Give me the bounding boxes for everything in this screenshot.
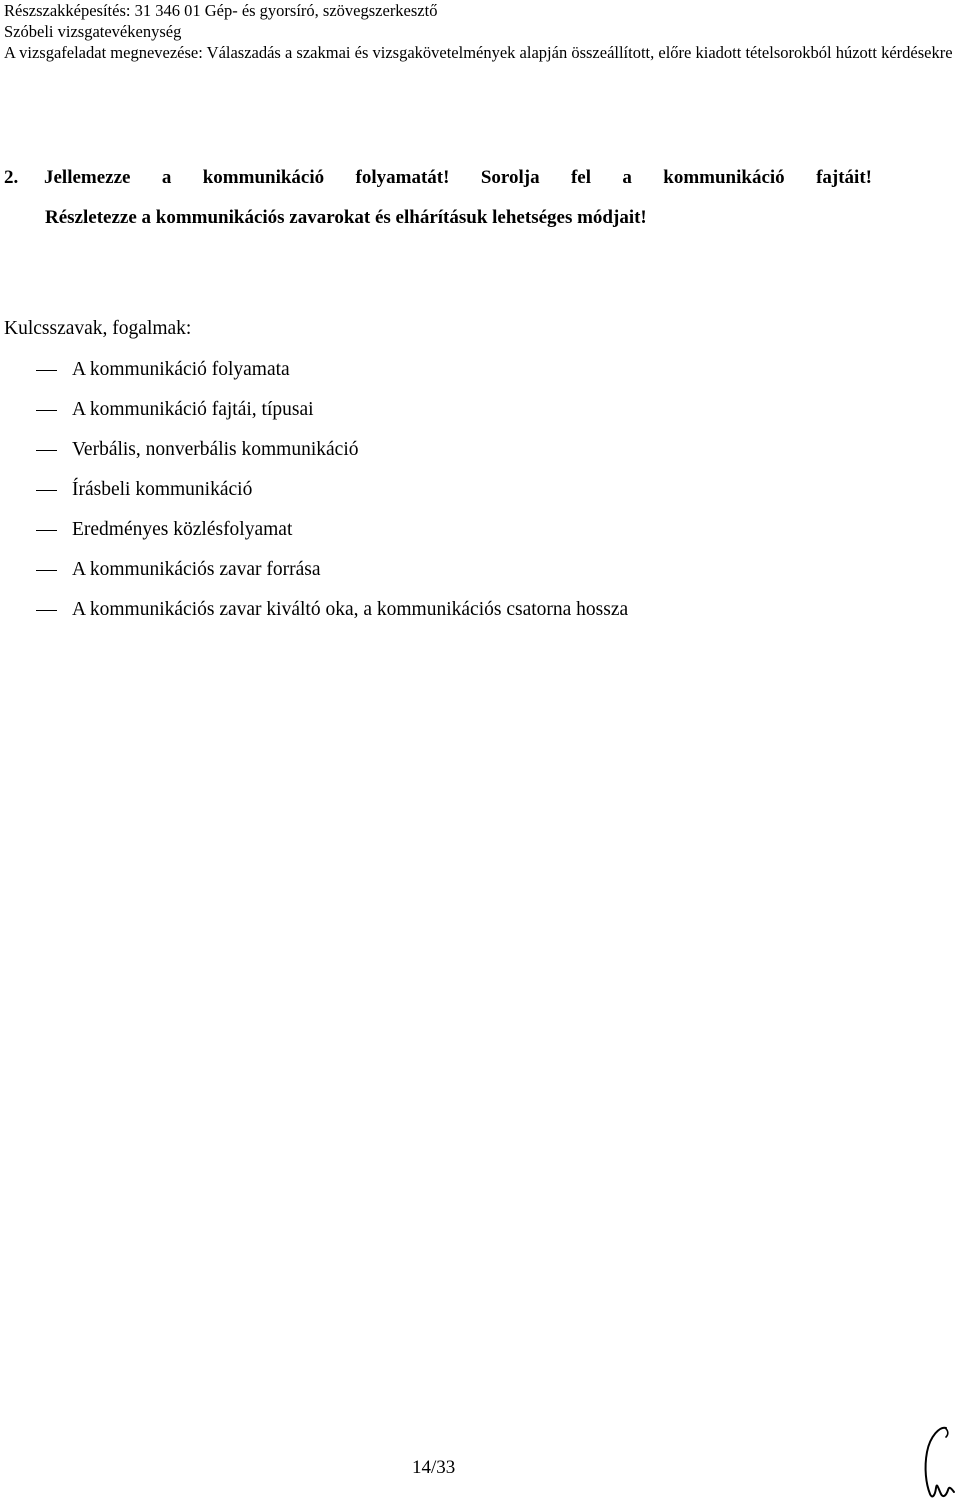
question-word: Sorolja xyxy=(480,167,540,188)
question-word: fajtáit! xyxy=(816,167,872,188)
dash-bullet-icon xyxy=(36,490,57,491)
question-word: kommunikáció xyxy=(202,167,325,188)
question-word: folyamatát! xyxy=(355,167,450,188)
keyword-text: Verbális, nonverbális kommunikáció xyxy=(72,439,359,460)
keyword-text: A kommunikációs zavar kiváltó oka, a kommunikációs csatorna hossza xyxy=(72,599,629,620)
question-line-2: Részletezze a kommunikációs zavarokat és elhárításuk lehetséges módjait! xyxy=(45,207,647,228)
question-word: a xyxy=(622,167,632,188)
page-number: 14/33 xyxy=(412,1457,456,1478)
header-qualification: Részszakképesítés: 31 346 01 Gép- és gyorsíró, szövegszerkesztő xyxy=(4,1,438,20)
keyword-text: A kommunikáció folyamata xyxy=(72,359,290,380)
keyword-text: A kommunikáció fajtái, típusai xyxy=(72,399,314,420)
dash-bullet-icon xyxy=(36,570,57,571)
question-line-1 xyxy=(4,158,872,198)
dash-bullet-icon xyxy=(36,450,57,451)
header-exam-type: Szóbeli vizsgatevékenység xyxy=(4,22,182,41)
keyword-text: Írásbeli kommunikáció xyxy=(72,479,253,500)
keyword-text: A kommunikációs zavar forrása xyxy=(72,559,321,580)
question-word: a xyxy=(161,167,172,188)
keywords-title: Kulcsszavak, fogalmak: xyxy=(4,318,192,339)
dash-bullet-icon xyxy=(36,370,57,371)
keyword-text: Eredményes közlésfolyamat xyxy=(72,519,293,540)
question-word: Jellemezze xyxy=(44,167,131,188)
question-words xyxy=(44,158,872,198)
question-number: 2. xyxy=(4,167,19,188)
question-word: kommunikáció xyxy=(663,167,785,188)
question-block xyxy=(4,158,872,238)
dash-bullet-icon xyxy=(36,610,57,611)
dash-bullet-icon xyxy=(36,410,57,411)
question-word: fel xyxy=(570,167,592,188)
dash-bullet-icon xyxy=(36,530,57,531)
header-task-name: A vizsgafeladat megnevezése: Válaszadás a szakmai és vizsgakövetelmények alapján összeállított, előre kiadott tételsorokból húzott kérdésekre xyxy=(4,43,953,62)
page-header xyxy=(4,0,954,63)
signature-icon xyxy=(918,1422,958,1500)
